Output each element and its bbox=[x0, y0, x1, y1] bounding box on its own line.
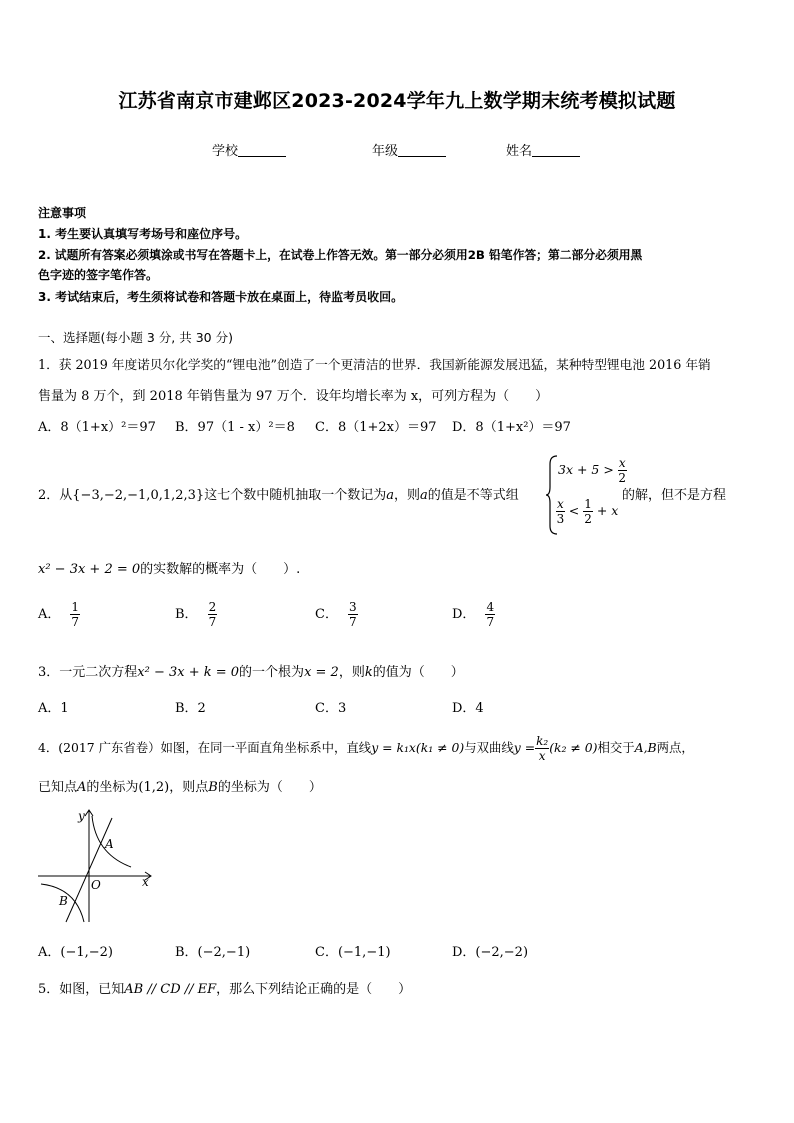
q2-set: {−3,−2,−1,0,1,2,3} bbox=[72, 488, 205, 503]
inequality-1 bbox=[558, 456, 627, 485]
q4-coord: (1,2) bbox=[138, 780, 170, 795]
section-heading: 一、选择题(每小题 3 分, 共 30 分) bbox=[38, 330, 233, 345]
y-axis-label: y bbox=[78, 809, 85, 823]
q4-line2c: ，则点 bbox=[169, 780, 209, 795]
name-field[interactable] bbox=[506, 140, 580, 159]
ineq1-left: 3x + 5 > bbox=[558, 462, 614, 477]
q4-option-d[interactable]: D．(−2,−2) bbox=[452, 945, 529, 960]
q2-equation: x² − 3x + 2 = 0 bbox=[38, 562, 141, 577]
q3-option-b[interactable]: B．2 bbox=[175, 701, 206, 716]
q4-figure bbox=[36, 804, 162, 926]
ineq2-frac-den: 2 bbox=[584, 512, 592, 526]
q2-prefix: 2．从 bbox=[38, 488, 73, 503]
q4-text4: 两点， bbox=[656, 740, 694, 755]
question-3 bbox=[38, 661, 464, 680]
q1-option-a[interactable]: A．8（1+x）²＝97 bbox=[38, 420, 156, 435]
q3-var: k bbox=[364, 665, 373, 680]
q2-mid: 这七个数中随机抽取一个数记为 bbox=[204, 488, 387, 503]
q2-option-d[interactable] bbox=[452, 600, 495, 629]
q4-point-b: B bbox=[208, 780, 218, 795]
q4-line-eq: y = k₁x(k₁ ≠ 0) bbox=[371, 740, 465, 755]
x-axis-label: x bbox=[142, 875, 149, 889]
q3-text3: ，则 bbox=[338, 665, 365, 680]
q3-text4: 的值为（ ） bbox=[372, 665, 464, 680]
q2-option-num: 1 bbox=[71, 600, 80, 614]
ineq1-num: x bbox=[618, 456, 626, 470]
q4-hyper-num: k₂ bbox=[536, 734, 549, 748]
q2-option-num: 2 bbox=[208, 600, 217, 614]
q2-option-num: 4 bbox=[486, 600, 495, 614]
point-b-label: B bbox=[59, 894, 68, 908]
q1-option-b[interactable]: B．97（1 - x）²＝8 bbox=[175, 420, 295, 435]
ineq2-mid: < bbox=[568, 503, 580, 518]
q2-option-label: D． bbox=[452, 607, 476, 622]
q4-option-b[interactable]: B．(−2,−1) bbox=[175, 945, 251, 960]
ineq2-num: x bbox=[557, 497, 564, 511]
question-2-suffix: 的解，但不是方程 bbox=[622, 488, 727, 503]
q2-option-a[interactable] bbox=[38, 600, 80, 629]
school-field[interactable] bbox=[212, 140, 286, 159]
q2-var-a2: a bbox=[420, 488, 428, 503]
q2-option-den: 7 bbox=[208, 615, 217, 629]
page-title: 江苏省南京市建邺区2023-2024学年九上数学期末统考模拟试题 bbox=[118, 90, 676, 112]
note-item: 3. 考试结束后，考生须将试卷和答题卡放在桌面上，待监考员收回。 bbox=[38, 290, 404, 304]
question-2-line2 bbox=[38, 558, 300, 577]
q2-line2-rest: 的实数解的概率为（ ）. bbox=[140, 562, 301, 577]
name-label: 姓名 bbox=[506, 144, 533, 159]
q2-mid3: 的值是不等式组 bbox=[427, 488, 519, 503]
note-item: 1. 考生要认真填写考场号和座位序号。 bbox=[38, 227, 248, 241]
notes-heading: 注意事项 bbox=[38, 206, 87, 220]
q2-option-c[interactable] bbox=[315, 600, 358, 629]
q3-root: x = 2 bbox=[304, 665, 339, 680]
q2-mid2: ，则 bbox=[393, 488, 420, 503]
q2-option-den: 7 bbox=[486, 615, 495, 629]
school-blank[interactable] bbox=[238, 143, 286, 157]
q4-option-a[interactable]: A．(−1,−2) bbox=[38, 945, 113, 960]
q3-option-a[interactable]: A．1 bbox=[38, 701, 69, 716]
q4-option-c[interactable]: C．(−1,−1) bbox=[315, 945, 391, 960]
q5-relation: AB // CD // EF bbox=[124, 982, 217, 997]
q4-line2d: 的坐标为（ ） bbox=[217, 780, 322, 795]
q4-hyper-den: x bbox=[538, 749, 546, 763]
note-item: 色字迹的签字笔作答。 bbox=[38, 268, 159, 282]
question-1-line2: 售量为 8 万个，到 2018 年销售量为 97 万个．设年均增长率为 x，可列方程为（ ） bbox=[38, 389, 549, 404]
q3-text2: 的一个根为 bbox=[239, 665, 305, 680]
q2-option-den: 7 bbox=[348, 615, 357, 629]
question-1-line1: 1．获 2019 年度诺贝尔化学奖的“锂电池”创造了一个更清洁的世界．我国新能源发展迅猛，某种特型锂电池 2016 年销 bbox=[38, 357, 711, 372]
name-blank[interactable] bbox=[532, 143, 580, 157]
q4-hyper-cond: (k₂ ≠ 0) bbox=[549, 740, 598, 755]
ineq2-den: 3 bbox=[556, 512, 565, 526]
q4-line2a: 已知点 bbox=[38, 780, 78, 795]
q3-equation: x² − 3x + k = 0 bbox=[137, 665, 240, 680]
point-a-label: A bbox=[105, 837, 114, 851]
q4-text1: 4．(2017 广东省卷）如图，在同一平面直角坐标系中，直线 bbox=[38, 740, 372, 755]
q4-hyper-left: y = bbox=[513, 740, 536, 755]
q5-text2: ，那么下列结论正确的是（ ） bbox=[216, 982, 412, 997]
ineq2-right: + x bbox=[596, 503, 619, 518]
inequality-2 bbox=[556, 497, 618, 526]
question-4-line1 bbox=[38, 734, 694, 763]
question-2-line1 bbox=[38, 484, 519, 503]
q3-option-d[interactable]: D．4 bbox=[452, 701, 484, 716]
q2-var-a: a bbox=[386, 488, 394, 503]
q2-option-b[interactable] bbox=[175, 600, 217, 629]
school-label: 学校 bbox=[212, 144, 239, 159]
q4-line2b: 的坐标为 bbox=[86, 780, 139, 795]
q4-points: A,B bbox=[634, 740, 657, 755]
q2-option-den: 7 bbox=[71, 615, 80, 629]
q2-option-label: C． bbox=[315, 607, 338, 622]
q5-text1: 5．如图，已知 bbox=[38, 982, 125, 997]
q2-option-label: A． bbox=[38, 607, 61, 622]
q2-option-num: 3 bbox=[348, 600, 357, 614]
q2-option-label: B． bbox=[175, 607, 198, 622]
q4-text3: 相交于 bbox=[597, 740, 635, 755]
q3-text1: 3．一元二次方程 bbox=[38, 665, 138, 680]
q3-option-c[interactable]: C．3 bbox=[315, 701, 347, 716]
note-item: 2. 试题所有答案必须填涂或书写在答题卡上，在试卷上作答无效。第一部分必须用2B 铅笔作答；第二部分必须用黑 bbox=[38, 248, 643, 262]
question-4-line2 bbox=[38, 776, 322, 795]
origin-label: O bbox=[91, 878, 101, 892]
ineq2-frac-num: 1 bbox=[584, 497, 592, 511]
ineq1-den: 2 bbox=[618, 471, 627, 485]
q1-option-c[interactable]: C．8（1+2x）＝97 bbox=[315, 420, 437, 435]
q1-option-d[interactable]: D．8（1+x²）＝97 bbox=[452, 420, 571, 435]
grade-field[interactable] bbox=[372, 140, 446, 159]
q4-point-a: A bbox=[77, 780, 87, 795]
q4-text2: 与双曲线 bbox=[464, 740, 514, 755]
grade-blank[interactable] bbox=[398, 143, 446, 157]
question-5 bbox=[38, 978, 411, 997]
grade-label: 年级 bbox=[372, 144, 399, 159]
